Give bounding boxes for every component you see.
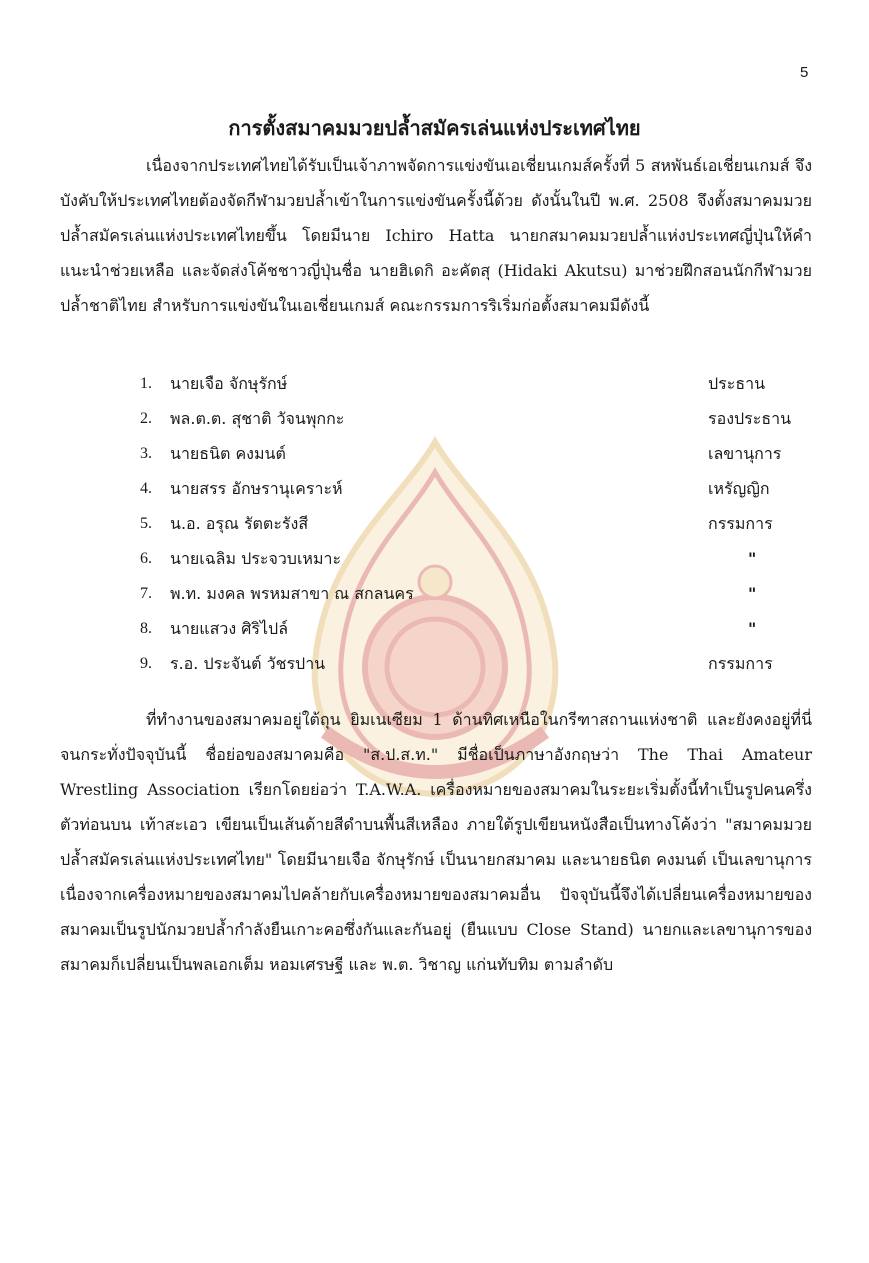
member-name: นายเฉลิม ประจวบเหมาะ [170, 549, 342, 568]
member-name: พล.ต.ต. สุชาติ วัจนพุกกะ [170, 409, 345, 428]
committee-member [140, 436, 812, 471]
member-number: 9. [140, 655, 152, 672]
member-number: 8. [140, 620, 152, 637]
committee-member [140, 541, 812, 576]
committee-member [140, 506, 812, 541]
committee-member [140, 646, 812, 681]
member-role: กรรมการ [708, 654, 773, 673]
member-name: นายเจือ จักษุรักษ์ [170, 374, 288, 393]
member-number: 3. [140, 445, 152, 462]
page-number: 5 [800, 64, 809, 81]
paragraph-office-emblem-text: ที่ทำงานของสมาคมอยู่ใต้ถุน ยิมเนเซียม 1 ด้านทิศเหนือในกรีฑาสถานแห่งชาติ และยังคงอยู่ที่นี่จนกระทั่งปัจจุบันนี้ ชื่อย่อของสมาคมคือ "ส.ป.ส.ท." มีชื่อเป็นภาษาอังกฤษว่า The Thai Amateur Wrestling Association เรียกโดยย่อว่า T.A.W.A. เครื่องหมายของสมาคมในระยะเริ่มตั้งนี้ทำเป็นรูปคนครึ่งตัวท่อนบน เท้าสะเอว เขียนเป็นเส้นด้ายสีดำบนพื้นสีเหลือง ภายใต้รูปเขียนหนังสือเป็นทางโค้งว่า "สมาคมมวยปล้ำสมัครเล่นแห่งประเทศไทย" โดยมีนายเจือ จักษุรักษ์ เป็นนายกสมาคม และนายธนิต คงมนต์ เป็นเลขานุการ เนื่องจากเครื่องหมายของสมาคมไปคล้ายกับเครื่องหมายของสมาคมอื่น ปัจจุบันนี้จึงได้เปลี่ยนเครื่องหมายของสมาคมเป็นรูปนักมวยปล้ำกำลังยืนเกาะคอซึ่งกันและกันอยู่ (ยืนแบบ Close Stand) นายกและเลขานุการของสมาคมก็เปลี่ยนเป็นพลเอกเต็ม หอมเศรษฐี และ พ.ต. วิชาญ แก่นทับทิม ตามลำดับ [60, 710, 812, 974]
member-name: นายธนิต คงมนต์ [170, 444, 286, 463]
member-number: 4. [140, 480, 152, 497]
paragraph-office-emblem [60, 702, 812, 982]
member-number: 1. [140, 375, 152, 392]
committee-member [140, 576, 812, 611]
member-role: ประธาน [708, 374, 766, 393]
member-name: ร.อ. ประจันต์ วัชรปาน [170, 654, 326, 673]
paragraph-founding [60, 148, 812, 323]
committee-member [140, 366, 812, 401]
member-role: " [748, 549, 757, 568]
member-role: " [748, 619, 757, 638]
committee-member [140, 471, 812, 506]
member-role: รองประธาน [708, 409, 792, 428]
member-role: เหรัญญิก [708, 479, 770, 498]
member-number: 5. [140, 515, 152, 532]
section-title: การตั้งสมาคมมวยปล้ำสมัครเล่นแห่งประเทศไทย [228, 116, 641, 140]
member-role: เลขานุการ [708, 444, 782, 463]
committee-member [140, 611, 812, 646]
member-role: " [748, 584, 757, 603]
committee-list [140, 366, 812, 681]
committee-member [140, 401, 812, 436]
member-number: 2. [140, 410, 152, 427]
member-name: นายสรร อักษรานุเคราะห์ [170, 479, 343, 498]
member-number: 6. [140, 550, 152, 567]
member-name: พ.ท. มงคล พรหมสาขา ณ สกลนคร [170, 584, 414, 603]
member-number: 7. [140, 585, 152, 602]
paragraph-founding-text: เนื่องจากประเทศไทยได้รับเป็นเจ้าภาพจัดการแข่งขันเอเชี่ยนเกมส์ครั้งที่ 5 สหพันธ์เอเชี่ยนเกมส์ จึงบังคับให้ประเทศไทยต้องจัดกีฬามวยปล้ำเข้าในการแข่งขันครั้งนี้ด้วย ดังนั้นในปี พ.ศ. 2508 จึงตั้งสมาคมมวยปล้ำสมัครเล่นแห่งประเทศไทยขึ้น โดยมีนาย Ichiro Hatta นายกสมาคมมวยปล้ำแห่งประเทศญี่ปุ่นให้คำแนะนำช่วยเหลือ และจัดส่งโค้ชชาวญี่ปุ่นชื่อ นายฮิเดกิ อะคัตสุ (Hidaki Akutsu) มาช่วยฝึกสอนนักกีฬามวยปล้ำชาติไทย สำหรับการแข่งขันในเอเชี่ยนเกมส์ คณะกรรมการริเริ่มก่อตั้งสมาคมมีดังนี้ [60, 156, 812, 315]
member-name: นายแสวง ศิริไปล์ [170, 619, 289, 638]
member-role: กรรมการ [708, 514, 773, 533]
member-name: น.อ. อรุณ รัตตะรังสี [170, 514, 309, 533]
